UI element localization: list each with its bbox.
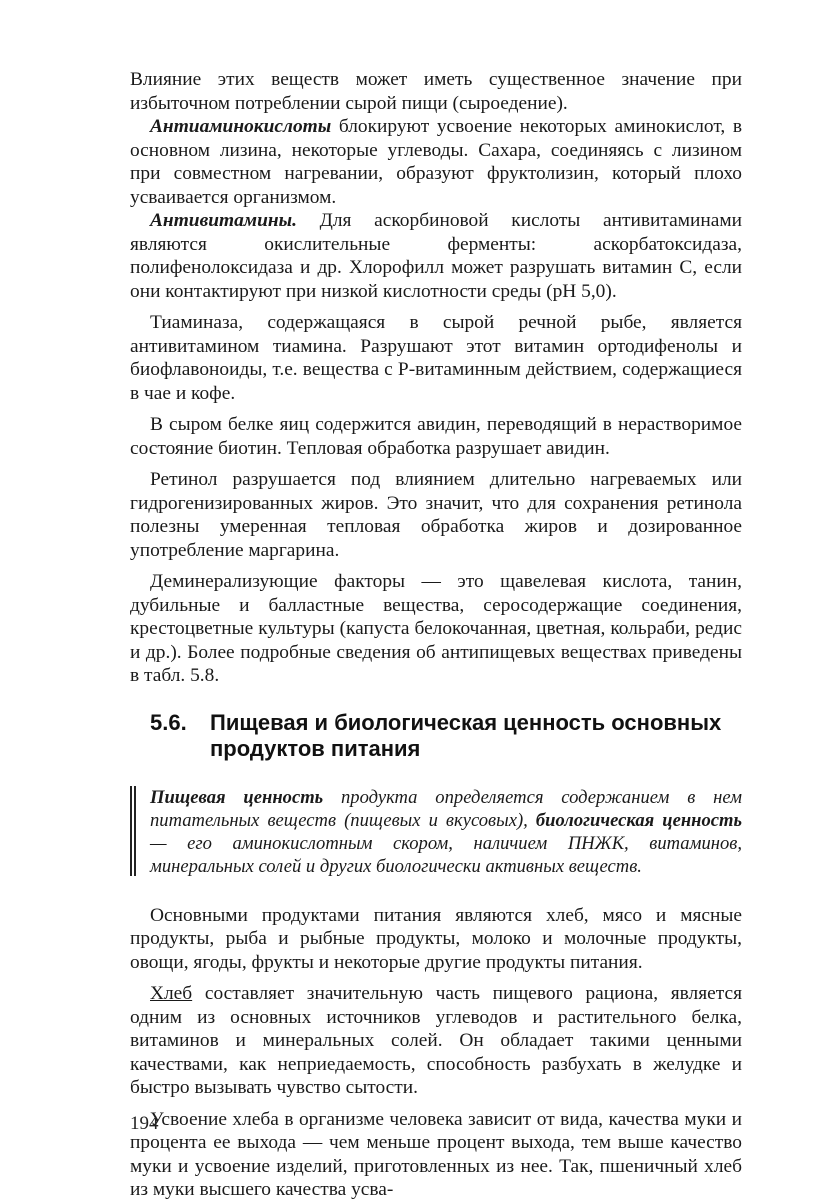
paragraph-antiaminoacids: Антиаминокислоты блокируют усвоение некоторых аминокислот, в основном лизина, некоторые углеводы. Сахара, соединяясь с лизином при совместном нагревании, образуют фруктолизин, который плохо усваивается организмом.	[130, 116, 742, 208]
paragraph-antivitamins: Антивитамины. Для аскорбиновой кислоты антивитаминами являются окислительные ферменты: аскорбатоксидаза, полифенолоксидаза и др. Хлорофилл может разрушать витамин С, если они контактируют при низкой кислотности среды (рН 5,0).	[130, 210, 742, 302]
term-nutritional-value: Пищевая ценность	[150, 786, 324, 808]
term-bread: Хлеб	[150, 983, 193, 1004]
page-number: 194	[130, 1113, 159, 1134]
paragraph-bread-absorption: Усвоение хлеба в организме человека зависит от вида, качества муки и процента ее выхода — чем меньше процент выхода, тем выше качество муки и усвоение изделий, приготовленных из нее. Так, пшеничный хлеб из муки высшего качества усва-	[130, 1108, 742, 1200]
paragraph-bread: Хлеб составляет значительную часть пищевого рациона, является одним из основных источников углеводов и растительного белка, витаминов и минеральных солей. Он обладает такими ценными качествами, как неприедаемость, способность разбухать в желудке и быстро вызывать чувство сытости.	[130, 983, 742, 1098]
definition-callout	[130, 786, 742, 878]
term-antivitamins: Антивитамины.	[150, 210, 297, 231]
callout-bar	[134, 786, 136, 876]
term-biological-value: биологическая ценность	[535, 809, 742, 831]
paragraph-influence: Влияние этих веществ может иметь существенное значение при избыточном потреблении сырой пищи (сыроедение).	[130, 69, 742, 114]
section-number: 5.6.	[150, 709, 187, 735]
page-body	[130, 68, 742, 1202]
paragraph-main-products: Основными продуктами питания являются хлеб, мясо и мясные продукты, рыба и рыбные продукты, молоко и молочные продукты, овощи, ягоды, фрукты и некоторые другие продукты питания.	[130, 904, 742, 973]
paragraph-thiaminase: Тиаминаза, содержащаяся в сырой речной рыбе, является антивитамином тиамина. Разрушают этот витамин ортодифенолы и биофлавоноиды, т.е. вещества с Р-витаминным действием, содержащиеся в чае и кофе.	[130, 312, 742, 404]
callout-text: Пищевая ценность продукта определяется содержанием в нем питательных веществ (пищевых и вкусовых), биологическая ценность — его аминокислотным скором, наличием ПНЖК, витаминов, минеральных солей и других биологически активных веществ.	[150, 786, 742, 877]
term-antiaminoacids: Антиаминокислоты	[150, 116, 332, 137]
callout-bar	[130, 786, 132, 876]
paragraph-avidin: В сыром белке яиц содержится авидин, переводящий в нерастворимое состояние биотин. Тепловая обработка разрушает авидин.	[130, 414, 742, 459]
section-title: Пищевая и биологическая ценность основных продуктов питания	[210, 709, 722, 761]
paragraph-demineralizing: Деминерализующие факторы — это щавелевая кислота, танин, дубильные и балластные вещества, серосодержащие соединения, крестоцветные культуры (капуста белокочанная, цветная, кольраби, редис и др.). Более подробные сведения об антипищевых веществах приведены в табл. 5.8.	[130, 571, 742, 686]
section-heading	[130, 710, 742, 762]
paragraph-retinol: Ретинол разрушается под влиянием длительно нагреваемых или гидрогенизированных жиров. Это значит, что для сохранения ретинола полезны умеренная тепловая обработка жиров и дозированное употребление маргарина.	[130, 469, 742, 561]
